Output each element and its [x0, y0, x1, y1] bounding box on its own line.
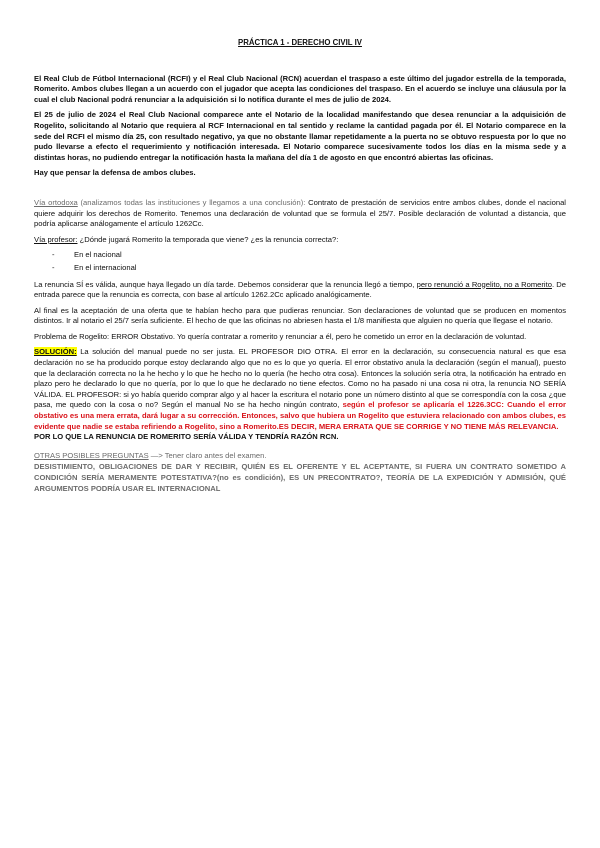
renuncia-text-a: La renuncia SÍ es válida, aunque haya llegado un día tarde. Debemos considerar que la renuncia llegó a tiempo,: [34, 279, 417, 289]
facts-paragraph-1: El Real Club de Fútbol Internacional (RCFI) y el Real Club Nacional (RCN) acuerdan el traspaso a este último del jugador estrella de la temporada, Romerito. Ambos clubes llegan a un acuerdo con el jugador que acepta las condiciones del traspaso. En el acuerdo se incluye una cláusula por la cual el club Nacional podrá renunciar a la adquisición si lo notifica durante el mes de julio de 2024.: [34, 73, 566, 104]
options-list: [34, 250, 566, 273]
facts-paragraph-3: Hay que pensar la defensa de ambos clubes.: [34, 168, 196, 178]
facts-paragraph-2: El 25 de julio de 2024 el Real Club Nacional comparece ante el Notario de la localidad manifestando que desea renunciar a la adquisición de Rogelito, solicitando al Notario que requiera al RCF Internacional en tal sentido y reclame la cantidad pagada por él. El Notario comparece en la sede del RCFI el mismo día 25, con resultado negativo, ya que no obstante llamar repetidamente a la puerta no se obtuvo respuesta por lo que no pudo llevarse a efecto el requerimiento y notificación interesada. El Notario comparece sucesivamente todos los días en la misma sede y a distintas horas, no pudiendo entregar la notificación hasta la mañana del día 1 de agosto en que encontró abiertas las oficinas.: [34, 110, 566, 162]
via-profesor-label: Vía profesor:: [34, 234, 78, 244]
al-final-paragraph: Al final es la aceptación de una oferta que te habían hecho para que pudieras renunciar. Son declaraciones de voluntad que se producen en momentos distintos. Ir al notario el 25/7 sería suficiente. El hecho de que las oficinas no abriesen hasta el 1/8 manifiesta que alguien no quería que llegase el notario.: [34, 305, 566, 326]
renuncia-text-c: . De entrada parece que la renuncia es correcta, con base al artículo 1262.2Cc aplicado analógicamente.: [34, 279, 566, 300]
option-label: En el nacional: [74, 250, 122, 260]
via-profesor-text: ¿Dónde jugará Romerito la temporada que viene? ¿es la renuncia correcta?:: [77, 234, 339, 244]
option-label: En el internacional: [74, 262, 137, 272]
solucion-text: La solución del manual puede no ser justa. EL PROFESOR DIO OTRA. El error en la declaración, su consecuencia natural es que esa declaración no se ha producido porque estoy declarando algo que no es lo que yo quería. El error obstativo anula la declaración (según el manual), puesto que la declaración correcta no la he hecho y lo que he hecho no lo quería (he hecho otra cosa). Entonces la solución sería otra, la notificación ha entrado en plazo pero he declarado lo que no quería, por lo que lo que he declarado no tiene efectos. Como no ha pasado ni una cosa ni otra, la renuncia NO SERÍA VÁLIDA. EL PROFESOR: si yo había querido comprar algo y al hacer la escritura el notario pone un número distinto al que se correspondía con la cosa ¿que pasa, me quedo con la cosa o no? Según el manual No se ha hecho ningún contrato,: [34, 347, 566, 410]
dash-bullet: -: [52, 262, 55, 272]
via-ortodoxa-paragraph: [34, 198, 566, 230]
via-profesor-paragraph: [34, 235, 566, 246]
via-ortodoxa-label: Vía ortodoxa: [34, 197, 78, 207]
otras-arrow-text: —> Tener claro antes del examen.: [148, 450, 267, 460]
list-item: [34, 263, 566, 274]
dash-bullet: -: [52, 250, 55, 260]
otras-text: DESISTIMIENTO, OBLIGACIONES DE DAR Y RECIBIR, QUIÉN ES EL OFERENTE Y EL ACEPTANTE, SI FUERA UN CONTRATO SOMETIDO A CONDICIÓN SERÍA MERAMENTE POTESTATIVA?(no es condición), ES UN PRECONTRATO?, TEORÍA DE LA EXPEDICIÓN Y ADMISIÓN, QUÉ ARGUMENTOS PODRÍA USAR EL INTERNACIONAL: [34, 462, 566, 493]
renuncia-paragraph: [34, 280, 566, 301]
otras-heading: [34, 451, 566, 462]
list-item: [34, 250, 566, 261]
via-ortodoxa-note: (analizamos todas las instituciones y llegamos a una conclusión):: [77, 197, 309, 207]
spacer: [34, 184, 566, 198]
via-ortodoxa-text: Contrato de prestación de servicios entre ambos clubes, donde el nacional quiere adquirir los derechos de Romerito. Tenemos una declaración de voluntad que se formula el 25/7. Posible declaración de voluntad a distancia, que podría aplicarse análogamente el artículo 1262Cc.: [34, 197, 566, 229]
page-title: PRÁCTICA 1 - DERECHO CIVIL IV: [238, 38, 362, 47]
document-body: [34, 38, 566, 499]
renuncia-underlined: pero renunció a Rogelito, no a Romerito: [416, 279, 552, 289]
solucion-paragraph: [34, 347, 566, 432]
solucion-red-text: según el profesor se aplicaría el 1226.3CC: Cuando el error obstativo es una mera errata, dará lugar a su corrección. Entonces, salvo que hubiera un Rogelito que estuviera relacionado con ambos clubes, es evidente que nadie se estaba refiriendo a Rogelito, sino a Romerito.ES DECIR, MERA ERRATA QUE SE CORRIGE Y NO TIENE MÁS RELEVANCIA.: [34, 400, 566, 431]
solucion-label: SOLUCIÓN:: [34, 347, 77, 357]
problema-paragraph: Problema de Rogelito: ERROR Obstativo. Yo quería contratar a romerito y renunciar a él, pero he cometido un error en la declaración de voluntad.: [34, 331, 527, 341]
solucion-conclusion: POR LO QUE LA RENUNCIA DE ROMERITO SERÍA VÁLIDA Y TENDRÍA RAZÓN RCN.: [34, 432, 339, 442]
otras-label: OTRAS POSIBLES PREGUNTAS: [34, 450, 149, 460]
